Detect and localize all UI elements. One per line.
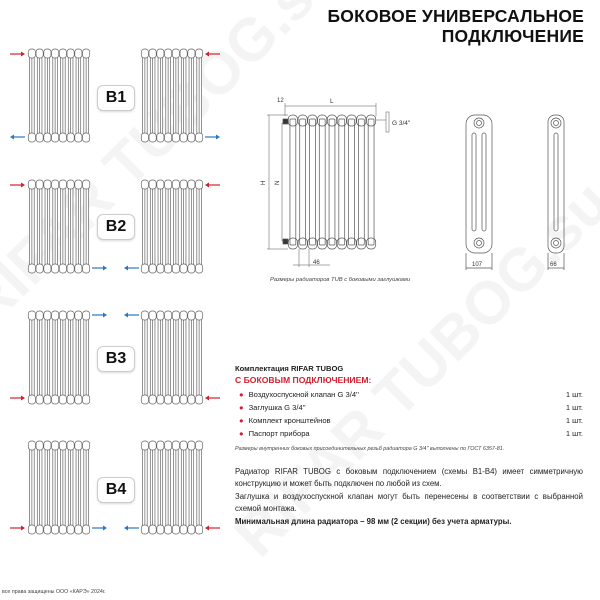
- kit-heading: Комплектация RIFAR TUBOG: [235, 364, 344, 373]
- supply-arrow-icon: [205, 396, 220, 401]
- dim-n: N: [275, 180, 281, 185]
- return-arrow-icon: [92, 526, 107, 531]
- title-line-1: БОКОВОЕ УНИВЕРСАЛЬНОЕ: [327, 6, 584, 26]
- radiator-icon: [141, 180, 202, 273]
- dimension-drawing: [250, 90, 590, 280]
- supply-arrow-icon: [10, 526, 25, 531]
- description-p2: Заглушка и воздухоспускной клапан могут быть перенесены в соответствии с выбранной схемой монтажа.: [235, 491, 583, 514]
- supply-arrow-icon: [205, 526, 220, 531]
- bullet-icon: ●: [239, 390, 244, 399]
- kit-item-name: Воздухоспускной клапан G 3/4'': [248, 390, 359, 399]
- scheme-label-b2: B2: [97, 214, 135, 240]
- kit-item: [235, 388, 583, 401]
- bullet-icon: ●: [239, 403, 244, 412]
- kit-item-qty: 1 шт.: [565, 403, 583, 412]
- kit-item-qty: 1 шт.: [565, 390, 583, 399]
- radiator-side-view-107: [466, 115, 492, 270]
- scheme-label-b3: B3: [97, 346, 135, 372]
- radiator-icon: [28, 441, 89, 534]
- return-arrow-icon: [124, 266, 139, 271]
- return-arrow-icon: [10, 135, 25, 140]
- kit-note: Размеры внутренних боковых присоединительных резьб радиатора G 3/4'' выполнены по ГОСТ 6357-81.: [235, 446, 505, 452]
- return-arrow-icon: [124, 526, 139, 531]
- kit-item: [235, 427, 583, 440]
- kit-subheading: С БОКОВЫМ ПОДКЛЮЧЕНИЕМ:: [235, 375, 372, 385]
- thread-label: G 3/4'': [392, 120, 411, 127]
- return-arrow-icon: [92, 313, 107, 318]
- radiator-icon: [141, 49, 202, 142]
- page-title: [327, 6, 584, 46]
- copyright: все права защищены ООО «КАРЭ» 2024г.: [2, 589, 106, 595]
- return-arrow-icon: [124, 313, 139, 318]
- dim-66: 66: [550, 262, 557, 268]
- radiator-front-view: [283, 115, 376, 249]
- dim-107: 107: [472, 262, 483, 268]
- radiator-icon: [141, 441, 202, 534]
- radiator-icon: [28, 180, 89, 273]
- dim-46: 46: [313, 260, 320, 266]
- return-arrow-icon: [92, 266, 107, 271]
- radiator-icon: [28, 311, 89, 404]
- supply-arrow-icon: [205, 52, 220, 57]
- kit-item: [235, 401, 583, 414]
- title-line-2: ПОДКЛЮЧЕНИЕ: [441, 26, 584, 46]
- radiator-icon: [28, 49, 89, 142]
- supply-arrow-icon: [10, 183, 25, 188]
- supply-arrow-icon: [10, 396, 25, 401]
- kit-item: [235, 414, 583, 427]
- kit-item-qty: 1 шт.: [565, 429, 583, 438]
- dim-h: H: [261, 180, 267, 185]
- supply-arrow-icon: [205, 183, 220, 188]
- bullet-icon: ●: [239, 416, 244, 425]
- radiator-side-view-66: [548, 115, 564, 270]
- kit-item-name: Паспорт прибора: [248, 429, 310, 438]
- radiator-icon: [141, 311, 202, 404]
- supply-arrow-icon: [10, 52, 25, 57]
- dim-l: L: [330, 98, 334, 105]
- scheme-label-b1: B1: [97, 85, 135, 111]
- return-arrow-icon: [205, 135, 220, 140]
- description-p3: Минимальная длина радиатора – 98 мм (2 секции) без учета арматуры.: [235, 516, 512, 526]
- connection-schemes: [0, 0, 230, 560]
- drawing-caption: Размеры радиаторов TUB с боковыми заглушками: [270, 277, 411, 283]
- kit-item-name: Заглушка G 3/4'': [248, 403, 306, 412]
- description: [235, 466, 583, 528]
- dim-12: 12: [277, 98, 284, 104]
- scheme-label-b4: B4: [97, 477, 135, 503]
- kit-item-name: Комплект кронштейнов: [248, 416, 331, 425]
- bullet-icon: ●: [239, 429, 244, 438]
- description-p1: Радиатор RIFAR TUBOG с боковым подключением (схемы B1-B4) имеет симметричную конструкцию и может быть подключен по любой из схем.: [235, 467, 583, 489]
- kit-contents: [235, 364, 583, 452]
- kit-item-qty: 1 шт.: [565, 416, 583, 425]
